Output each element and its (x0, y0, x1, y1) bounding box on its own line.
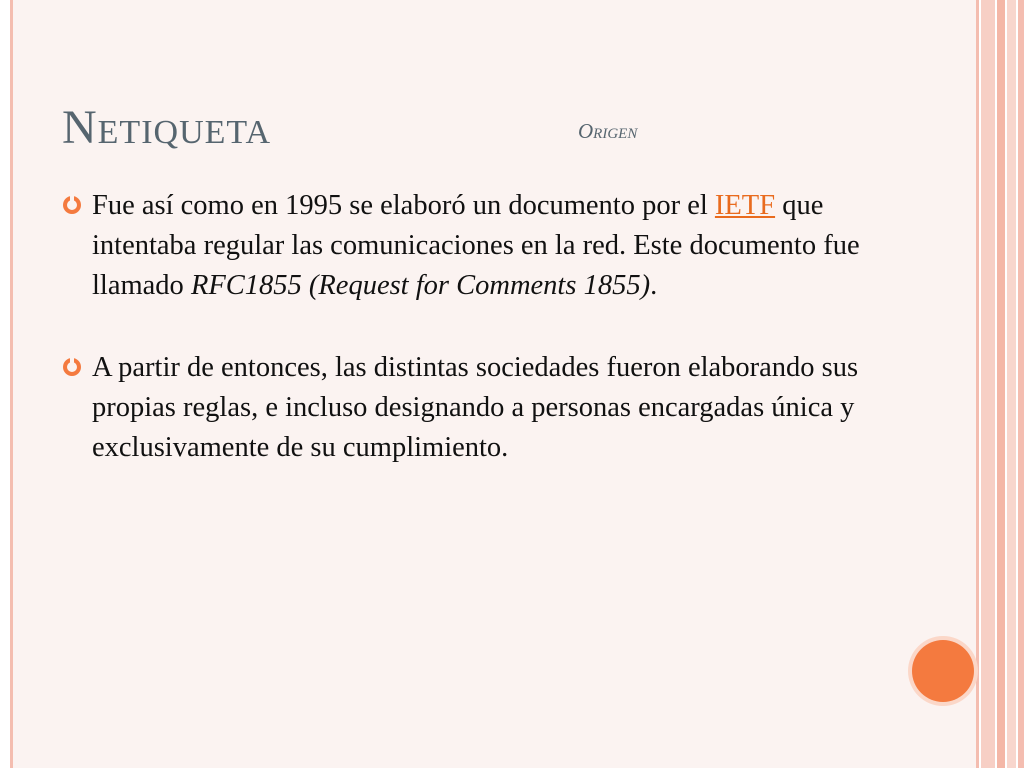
stripe (981, 0, 995, 768)
stripe (1018, 0, 1024, 768)
title-main: Netiqueta (62, 101, 271, 154)
slide-content (62, 186, 922, 510)
stripe (1007, 0, 1016, 768)
bullet-emphasis: RFC1855 (Request for Comments 1855) (190, 270, 651, 301)
slide-title (62, 100, 638, 155)
bullet-text: que intentaba regular las comunicaciones en la red. Este documento fue llamado (92, 190, 860, 301)
title-subtitle: Origen (578, 119, 638, 143)
stripe (997, 0, 1005, 768)
bullet-ring-icon (62, 357, 82, 377)
bullet-item (62, 348, 922, 468)
bullet-ring-icon (62, 195, 82, 215)
decorative-orange-circle (912, 640, 974, 702)
bullet-text: A partir de entonces, las distintas sociedades fueron elaborando sus propias reglas, e incluso designando a personas encargadas única y exclusivamente de su cumplimiento. (92, 352, 859, 463)
bullet-item (62, 186, 922, 306)
decorative-stripes (976, 0, 1024, 768)
bullet-text: Fue así como en 1995 se elaboró un documento por el (92, 190, 715, 221)
ietf-link[interactable]: IETF (714, 190, 776, 221)
bullet-text: . (650, 270, 658, 301)
